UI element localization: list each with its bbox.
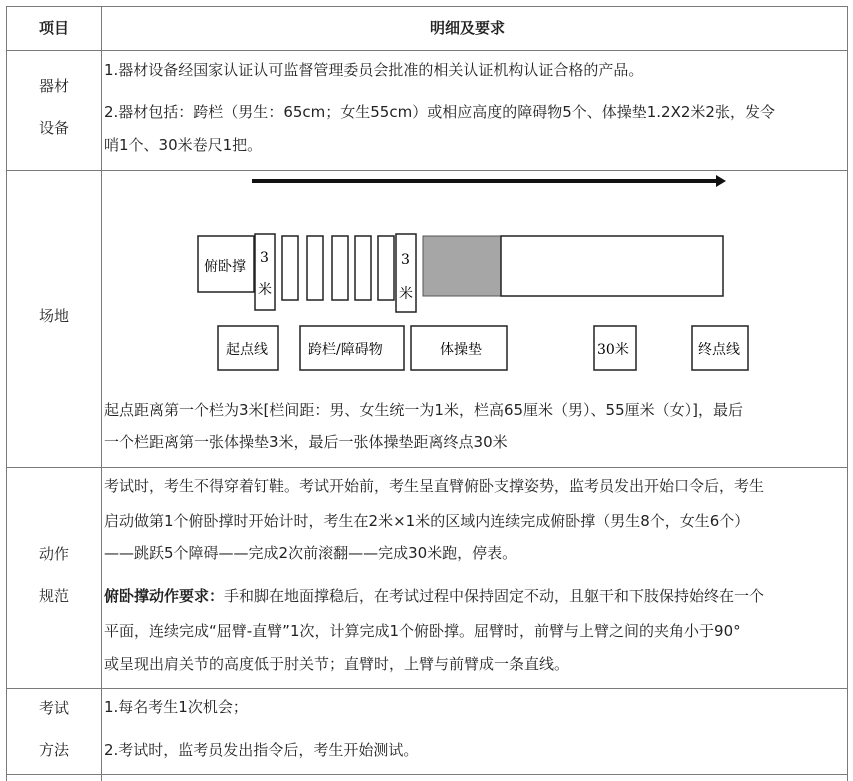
table-divider — [6, 170, 848, 171]
venue-desc-b: 一个栏距离第一张体操垫3米，最后一张体操垫距离终点30米 — [104, 433, 508, 451]
action-para2-c: 或呈现出肩关节的高度低于肘关节；直臂时，上臂与前臂成一条直线。 — [104, 655, 570, 673]
label-venue: 场地 — [38, 307, 69, 325]
header-col-details: 明细及要求 — [430, 19, 506, 37]
label-action-2: 规范 — [38, 587, 69, 605]
venue-desc-a: 起点距离第一个栏为3米[栏间距：男、女生统一为1米，栏高65厘米（男）、55厘米（女）]，最后 — [104, 401, 743, 419]
label-30m: 30米 — [597, 342, 629, 358]
label-equipment-2: 设备 — [38, 119, 69, 137]
table-divider — [6, 774, 848, 775]
label-method-2: 方法 — [38, 741, 69, 759]
table-border-top — [6, 6, 848, 7]
gap-3m-box-1 — [255, 234, 275, 310]
table-divider — [6, 467, 848, 468]
label-finish-line: 终点线 — [698, 342, 740, 358]
hurdle — [378, 236, 394, 300]
venue-diagram — [190, 172, 750, 372]
hurdle — [355, 236, 371, 300]
gap-3m-text-2: 3 — [401, 252, 410, 268]
pushup-requirement-heading: 俯卧撑动作要求： — [104, 587, 225, 605]
label-mat: 体操垫 — [440, 342, 482, 358]
hurdle — [282, 236, 298, 300]
hurdle — [332, 236, 348, 300]
method-line-2: 2.考试时，监考员发出指令后，考生开始测试。 — [104, 741, 419, 759]
header-col-item: 项目 — [39, 19, 70, 37]
equipment-line-2a: 2.器材包括：跨栏（男生：65cm；女生55cm）或相应高度的障碍物5个、体操垫1.2X2米2张，发令 — [104, 103, 775, 121]
table-border-right — [847, 6, 848, 781]
label-equipment-1: 器材 — [38, 77, 69, 95]
method-line-1: 1.每名考生1次机会； — [104, 698, 248, 716]
arrow-head-icon — [716, 175, 726, 187]
gap-3m-unit-2: 米 — [399, 286, 413, 302]
pushup-label: 俯卧撑 — [204, 259, 246, 275]
equipment-line-2b: 哨1个、30米卷尺1把。 — [104, 136, 263, 154]
action-para2-a — [104, 581, 844, 612]
label-action-1: 动作 — [38, 545, 69, 563]
label-hurdles: 跨栏/障碍物 — [308, 342, 383, 358]
running-lane — [501, 236, 723, 296]
mat-area — [423, 236, 501, 296]
action-para1-c: ——跳跃5个障碍——完成2次前滚翻——完成30米跑，停表。 — [104, 544, 518, 562]
action-para1-a: 考试时，考生不得穿着钉鞋。考试开始前，考生呈直臂俯卧支撑姿势，监考员发出开始口令后，考生 — [104, 477, 765, 495]
label-start-line: 起点线 — [226, 342, 268, 358]
table-divider — [6, 50, 848, 51]
action-para1-b: 启动做第1个俯卧撑时开始计时，考生在2米×1米的区域内连续完成俯卧撑（男生8个，女生6个） — [104, 512, 750, 530]
label-method-1: 考试 — [38, 699, 69, 717]
action-para2-a-text: 手和脚在地面撑稳后，在考试过程中保持固定不动，且躯干和下肢保持始终在一个 — [224, 587, 765, 605]
gap-3m-text-1: 3 — [260, 250, 269, 266]
equipment-line-1: 1.器材设备经国家认证认可监督管理委员会批准的相关认证机构认证合格的产品。 — [104, 61, 644, 79]
table-divider — [6, 688, 848, 689]
gap-3m-unit-1: 米 — [258, 282, 272, 298]
table-column-divider — [101, 6, 102, 781]
hurdle — [307, 236, 323, 300]
action-para2-b: 平面，连续完成“屈臂-直臂”1次，计算完成1个俯卧撑。屈臂时，前臂与上臂之间的夹角小于90° — [104, 622, 741, 640]
